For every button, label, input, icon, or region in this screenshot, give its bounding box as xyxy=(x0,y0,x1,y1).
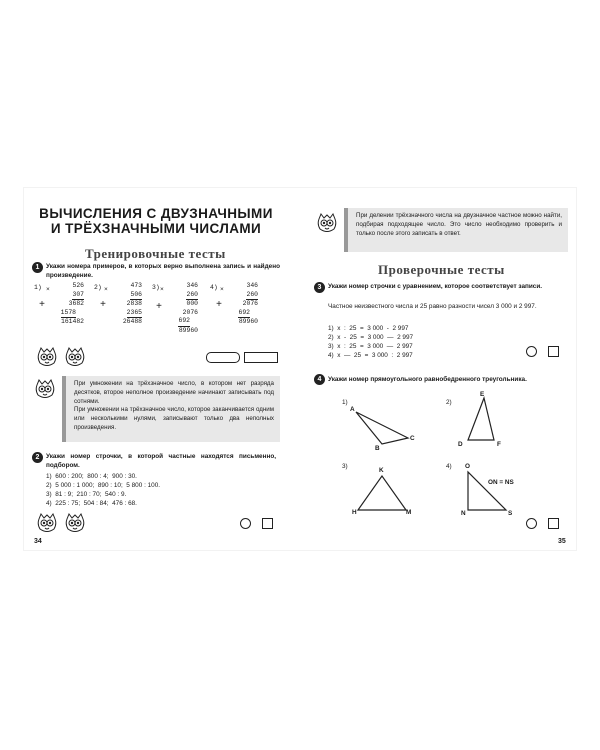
example-3-multiplicand: 346 xyxy=(186,282,198,289)
task-3-option-4: 4) х — 25 = 3 000 : 2 997 xyxy=(328,352,413,359)
example-1 xyxy=(34,284,42,293)
figure-2-triangle xyxy=(462,394,502,446)
task-3-statement: Частное неизвестного числа и 25 равно разности чисел 3 000 и 2 997. xyxy=(328,303,537,310)
answer-circle[interactable] xyxy=(526,518,537,529)
task-2-options xyxy=(46,472,266,508)
answer-circle[interactable] xyxy=(526,346,537,357)
example-4-partial-1: 2076 xyxy=(242,300,258,308)
division-note xyxy=(344,208,568,252)
times-sign: × xyxy=(220,286,224,293)
task-3-option-1: 1) х : 25 = 3 000 - 2 997 xyxy=(328,325,409,332)
task-2-option-2: 2) 5 000 : 1 000; 890 : 10; 5 800 : 100. xyxy=(46,482,161,489)
task-3-option-2: 2) х - 25 = 3 000 — 2 997 xyxy=(328,334,414,341)
example-1-multiplier: 307 xyxy=(72,291,84,301)
answer-square[interactable] xyxy=(548,518,559,529)
task-2-option-1: 1) 600 : 200; 800 : 4; 900 : 30. xyxy=(46,473,137,480)
task-number-2: 2 xyxy=(32,452,43,463)
vertex-label: E xyxy=(480,391,485,398)
page-number-right: 35 xyxy=(558,538,566,545)
task-1-question: Укажи номера примеров, в которых верно выполнена запись и найдено произведение. xyxy=(46,263,280,279)
answer-circle[interactable] xyxy=(240,518,251,529)
vertex-label: D xyxy=(458,441,463,448)
example-3-partial-1: 000 xyxy=(186,300,198,308)
example-2-result: 26488 xyxy=(122,318,142,326)
figure-1-triangle xyxy=(346,404,422,450)
vertex-label: M xyxy=(406,509,412,516)
task-3-options xyxy=(328,324,528,360)
figure-4-condition: ON = NS xyxy=(488,479,514,486)
plus-sign: + xyxy=(156,302,163,313)
example-1-label: 1) xyxy=(34,284,42,291)
rule-note-paragraph-2: При умножении на трёхзначное число, которое заканчивается одним или несколькими нулями, записывают только два неполных произведения. xyxy=(74,406,274,431)
page-number-left: 34 xyxy=(34,538,42,545)
example-4-column xyxy=(226,282,258,327)
vertex-label: K xyxy=(379,467,384,474)
figure-3-label: 3) xyxy=(342,463,348,470)
title-line-1: ВЫЧИСЛЕНИЯ С ДВУЗНАЧНЫМИ xyxy=(39,206,273,221)
example-4-result: 89960 xyxy=(238,318,258,326)
example-2-column xyxy=(110,282,142,327)
figure-2-label: 2) xyxy=(446,399,452,406)
note-accent-bar xyxy=(344,208,348,252)
answer-oval-box[interactable] xyxy=(206,352,240,363)
section-training-tests: Тренировочные тесты xyxy=(85,246,226,261)
figure-1-label: 1) xyxy=(342,399,348,406)
example-2-label: 2) xyxy=(94,284,102,291)
figure-3-triangle xyxy=(350,470,414,516)
vertex-label: S xyxy=(508,510,513,517)
vertex-label: B xyxy=(375,445,380,452)
answer-square[interactable] xyxy=(262,518,273,529)
vertex-label: A xyxy=(350,406,355,413)
vertex-label: H xyxy=(352,509,357,516)
example-2-multiplicand: 473 xyxy=(130,282,142,289)
example-1-multiplicand: 526 xyxy=(72,282,84,289)
times-sign: × xyxy=(104,286,108,293)
task-3-option-3: 3) х : 25 = 3 000 — 2 997 xyxy=(328,343,413,350)
note-accent-bar xyxy=(62,376,66,442)
example-3-column xyxy=(166,282,198,336)
example-3-label: 3) xyxy=(152,284,160,291)
answer-rect-box[interactable] xyxy=(244,352,278,363)
owl-mascot-icon xyxy=(64,512,86,534)
example-4-label: 4) xyxy=(210,284,218,291)
owl-mascot-icon xyxy=(36,346,58,368)
task-number-4: 4 xyxy=(314,374,325,385)
example-4-multiplier: 260 xyxy=(246,291,258,301)
example-3-multiplier: 260 xyxy=(186,291,198,301)
page-title xyxy=(30,206,282,236)
owl-mascot-icon xyxy=(316,212,338,234)
task-2-option-3: 3) 81 : 9; 210 : 70; 540 : 9. xyxy=(46,491,127,498)
example-4-partial-2: 692 xyxy=(238,309,250,319)
example-1-partial-2: 1578 xyxy=(61,309,76,319)
task-2-option-4: 4) 225 : 75; 504 : 84; 476 : 68. xyxy=(46,500,137,507)
task-number-3: 3 xyxy=(314,282,325,293)
plus-sign: + xyxy=(39,300,46,311)
owl-mascot-icon xyxy=(34,378,56,400)
figure-4-label: 4) xyxy=(446,463,452,470)
example-1-result: 161482 xyxy=(60,318,84,326)
division-note-text: При делении трёхзначного числа на двузначное частное можно найти, подбирая подходящее число. Это число необходимо проверить и только после этого записать в ответ. xyxy=(356,212,562,237)
task-4-question: Укажи номер прямоугольного равнобедренного треугольника. xyxy=(328,376,527,383)
vertex-label: N xyxy=(461,510,466,517)
example-4-multiplicand: 346 xyxy=(246,282,258,289)
example-1-partial-1: 3682 xyxy=(68,300,84,308)
example-2-multiplier: 506 xyxy=(130,291,142,301)
times-sign: × xyxy=(46,286,50,293)
example-3-partial-2: 2076 xyxy=(182,308,198,316)
example-2-partial-1: 2838 xyxy=(126,300,142,308)
task-number-1: 1 xyxy=(32,262,43,273)
example-4 xyxy=(210,284,218,293)
example-2 xyxy=(94,284,102,293)
answer-square[interactable] xyxy=(548,346,559,357)
rule-note-paragraph-1: При умножении на трёхзначное число, в котором нет разряда десятков, второе неполное произведение начинают записывать под сотнями. xyxy=(74,380,274,405)
owl-mascot-icon xyxy=(36,512,58,534)
example-2-partial-2: 2365 xyxy=(127,309,142,319)
task-3-question: Укажи номер строчки с уравнением, которое соответствует записи. xyxy=(328,283,543,290)
vertex-label: F xyxy=(497,441,501,448)
vertex-label: O xyxy=(465,463,470,470)
plus-sign: + xyxy=(100,300,107,311)
section-check-tests: Проверочные тесты xyxy=(378,262,505,277)
example-3-partial-3: 692 xyxy=(178,317,190,327)
plus-sign: + xyxy=(216,300,223,311)
task-2-question: Укажи номер строчки, в которой частные находятся письменно, подбором. xyxy=(46,453,276,469)
vertex-label: C xyxy=(410,435,415,442)
rule-note xyxy=(62,376,280,442)
title-line-2: И ТРЁХЗНАЧНЫМИ ЧИСЛАМИ xyxy=(50,221,262,236)
owl-mascot-icon xyxy=(64,346,86,368)
example-3-result: 89960 xyxy=(178,326,198,334)
times-sign: × xyxy=(160,286,164,293)
example-3 xyxy=(152,284,160,293)
example-1-column xyxy=(52,282,84,327)
